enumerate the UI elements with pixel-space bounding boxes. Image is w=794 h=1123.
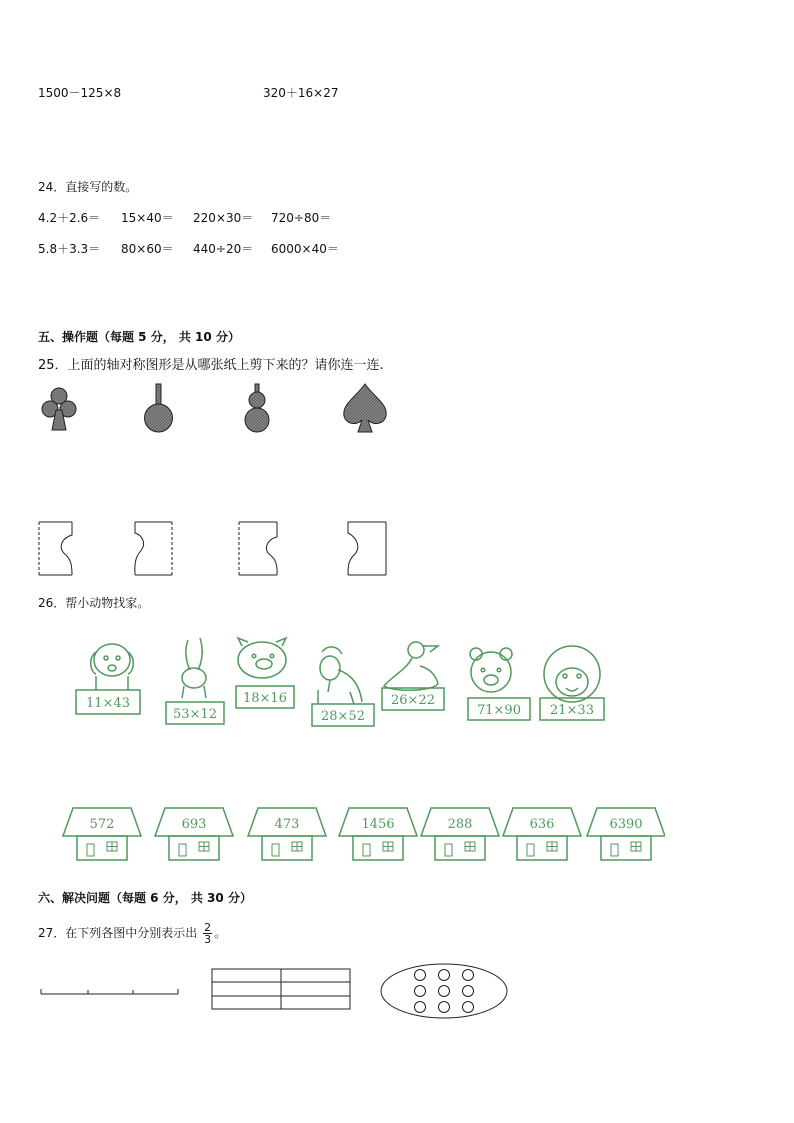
folded-paper-3[interactable] [239,522,277,575]
rabbit-icon [182,638,206,698]
house-body [517,836,567,860]
house-door-icon [363,844,370,856]
animal-goat[interactable] [312,647,374,726]
dog-label: 11×43 [86,696,130,711]
house-label: 288 [447,817,473,832]
house-4[interactable] [339,808,417,860]
house-1[interactable] [63,808,141,860]
pig-label: 18×16 [243,691,287,706]
dog-icon [91,644,134,690]
q25-shapes [30,380,410,440]
q25-text: 25．上面的轴对称图形是从哪张纸上剪下来的？请你连一连. [38,358,384,373]
house-door-icon [87,844,94,856]
monkey-icon [544,646,600,702]
folded-paper-4[interactable] [348,522,386,575]
section-5-title: 五、操作题（每题 5 分， 共 10 分） [38,330,240,344]
q27-text [38,922,226,945]
house-label: 6390 [609,817,643,832]
house-window-panes [292,842,302,851]
animal-bear[interactable] [468,648,530,720]
bottle-shape-icon [145,384,173,432]
q27-prefix: 27．在下列各图中分别表示出 [38,926,198,940]
spade-shape-icon [344,384,386,432]
expression-1: 1500－125×8 [38,86,122,100]
fraction [203,922,212,945]
bear-icon [470,648,512,692]
q24-r1-c1: 4.2＋2.6＝ [38,211,101,225]
folded-paper-1[interactable] [39,522,72,575]
q25-paper-options [30,515,400,580]
section-6-title: 六、解决问题（每题 6 分， 共 30 分） [38,891,252,905]
house-label: 473 [274,817,300,832]
q27-figures [38,962,518,1024]
house-body [601,836,651,860]
house-door-icon [611,844,618,856]
expression-2: 320＋16×27 [263,86,339,100]
segment-line[interactable] [41,989,178,994]
house-2[interactable] [155,808,233,860]
house-body [353,836,403,860]
animal-dog[interactable] [76,644,140,714]
q26-title: 26．帮小动物找家。 [38,596,150,610]
q24-r1-c2: 15×40＝ [121,211,174,225]
q24-r2-c4: 6000×40＝ [271,242,339,256]
duck-label: 26×22 [391,693,435,708]
house-label: 636 [529,817,555,832]
house-label: 1456 [361,817,395,832]
q24-r2-c2: 80×60＝ [121,242,174,256]
house-window-panes [199,842,209,851]
goat-icon [318,647,362,704]
bear-label: 71×90 [477,703,521,718]
animal-monkey[interactable] [540,646,604,720]
house-label: 693 [181,817,207,832]
animal-pig[interactable] [236,638,294,708]
q24-r2-c1: 5.8＋3.3＝ [38,242,101,256]
house-window-panes [631,842,641,851]
ellipse-with-circles[interactable] [381,964,507,1018]
house-label: 572 [89,817,115,832]
q27-suffix: 。 [214,926,227,940]
q26-animals [60,630,620,740]
gourd-shape-icon [245,384,269,432]
house-5[interactable] [421,808,499,860]
animal-rabbit[interactable] [166,638,224,724]
house-door-icon [445,844,452,856]
q26-houses [55,798,665,866]
duck-icon [384,642,438,690]
house-body [435,836,485,860]
folded-paper-2[interactable] [135,522,172,575]
fraction-denominator: 3 [204,933,212,946]
pig-icon [238,638,286,678]
q24-r2-c3: 440÷20＝ [193,242,254,256]
house-body [262,836,312,860]
club-shape-icon [42,388,76,430]
house-body [77,836,127,860]
q24-r1-c4: 720÷80＝ [271,211,332,225]
house-door-icon [272,844,279,856]
house-window-panes [465,842,475,851]
rabbit-label: 53×12 [173,707,217,722]
house-7[interactable] [587,808,665,860]
house-window-panes [547,842,557,851]
house-body [169,836,219,860]
house-3[interactable] [248,808,326,860]
house-6[interactable] [503,808,581,860]
goat-label: 28×52 [321,709,365,724]
house-window-panes [383,842,393,851]
animal-duck[interactable] [382,642,444,710]
q24-title: 24．直接写的数。 [38,180,138,194]
monkey-label: 21×33 [550,703,594,718]
house-window-panes [107,842,117,851]
q24-r1-c3: 220×30＝ [193,211,254,225]
house-door-icon [179,844,186,856]
grid-rectangle[interactable] [212,969,350,1009]
house-door-icon [527,844,534,856]
fraction-numerator: 2 [204,921,212,934]
